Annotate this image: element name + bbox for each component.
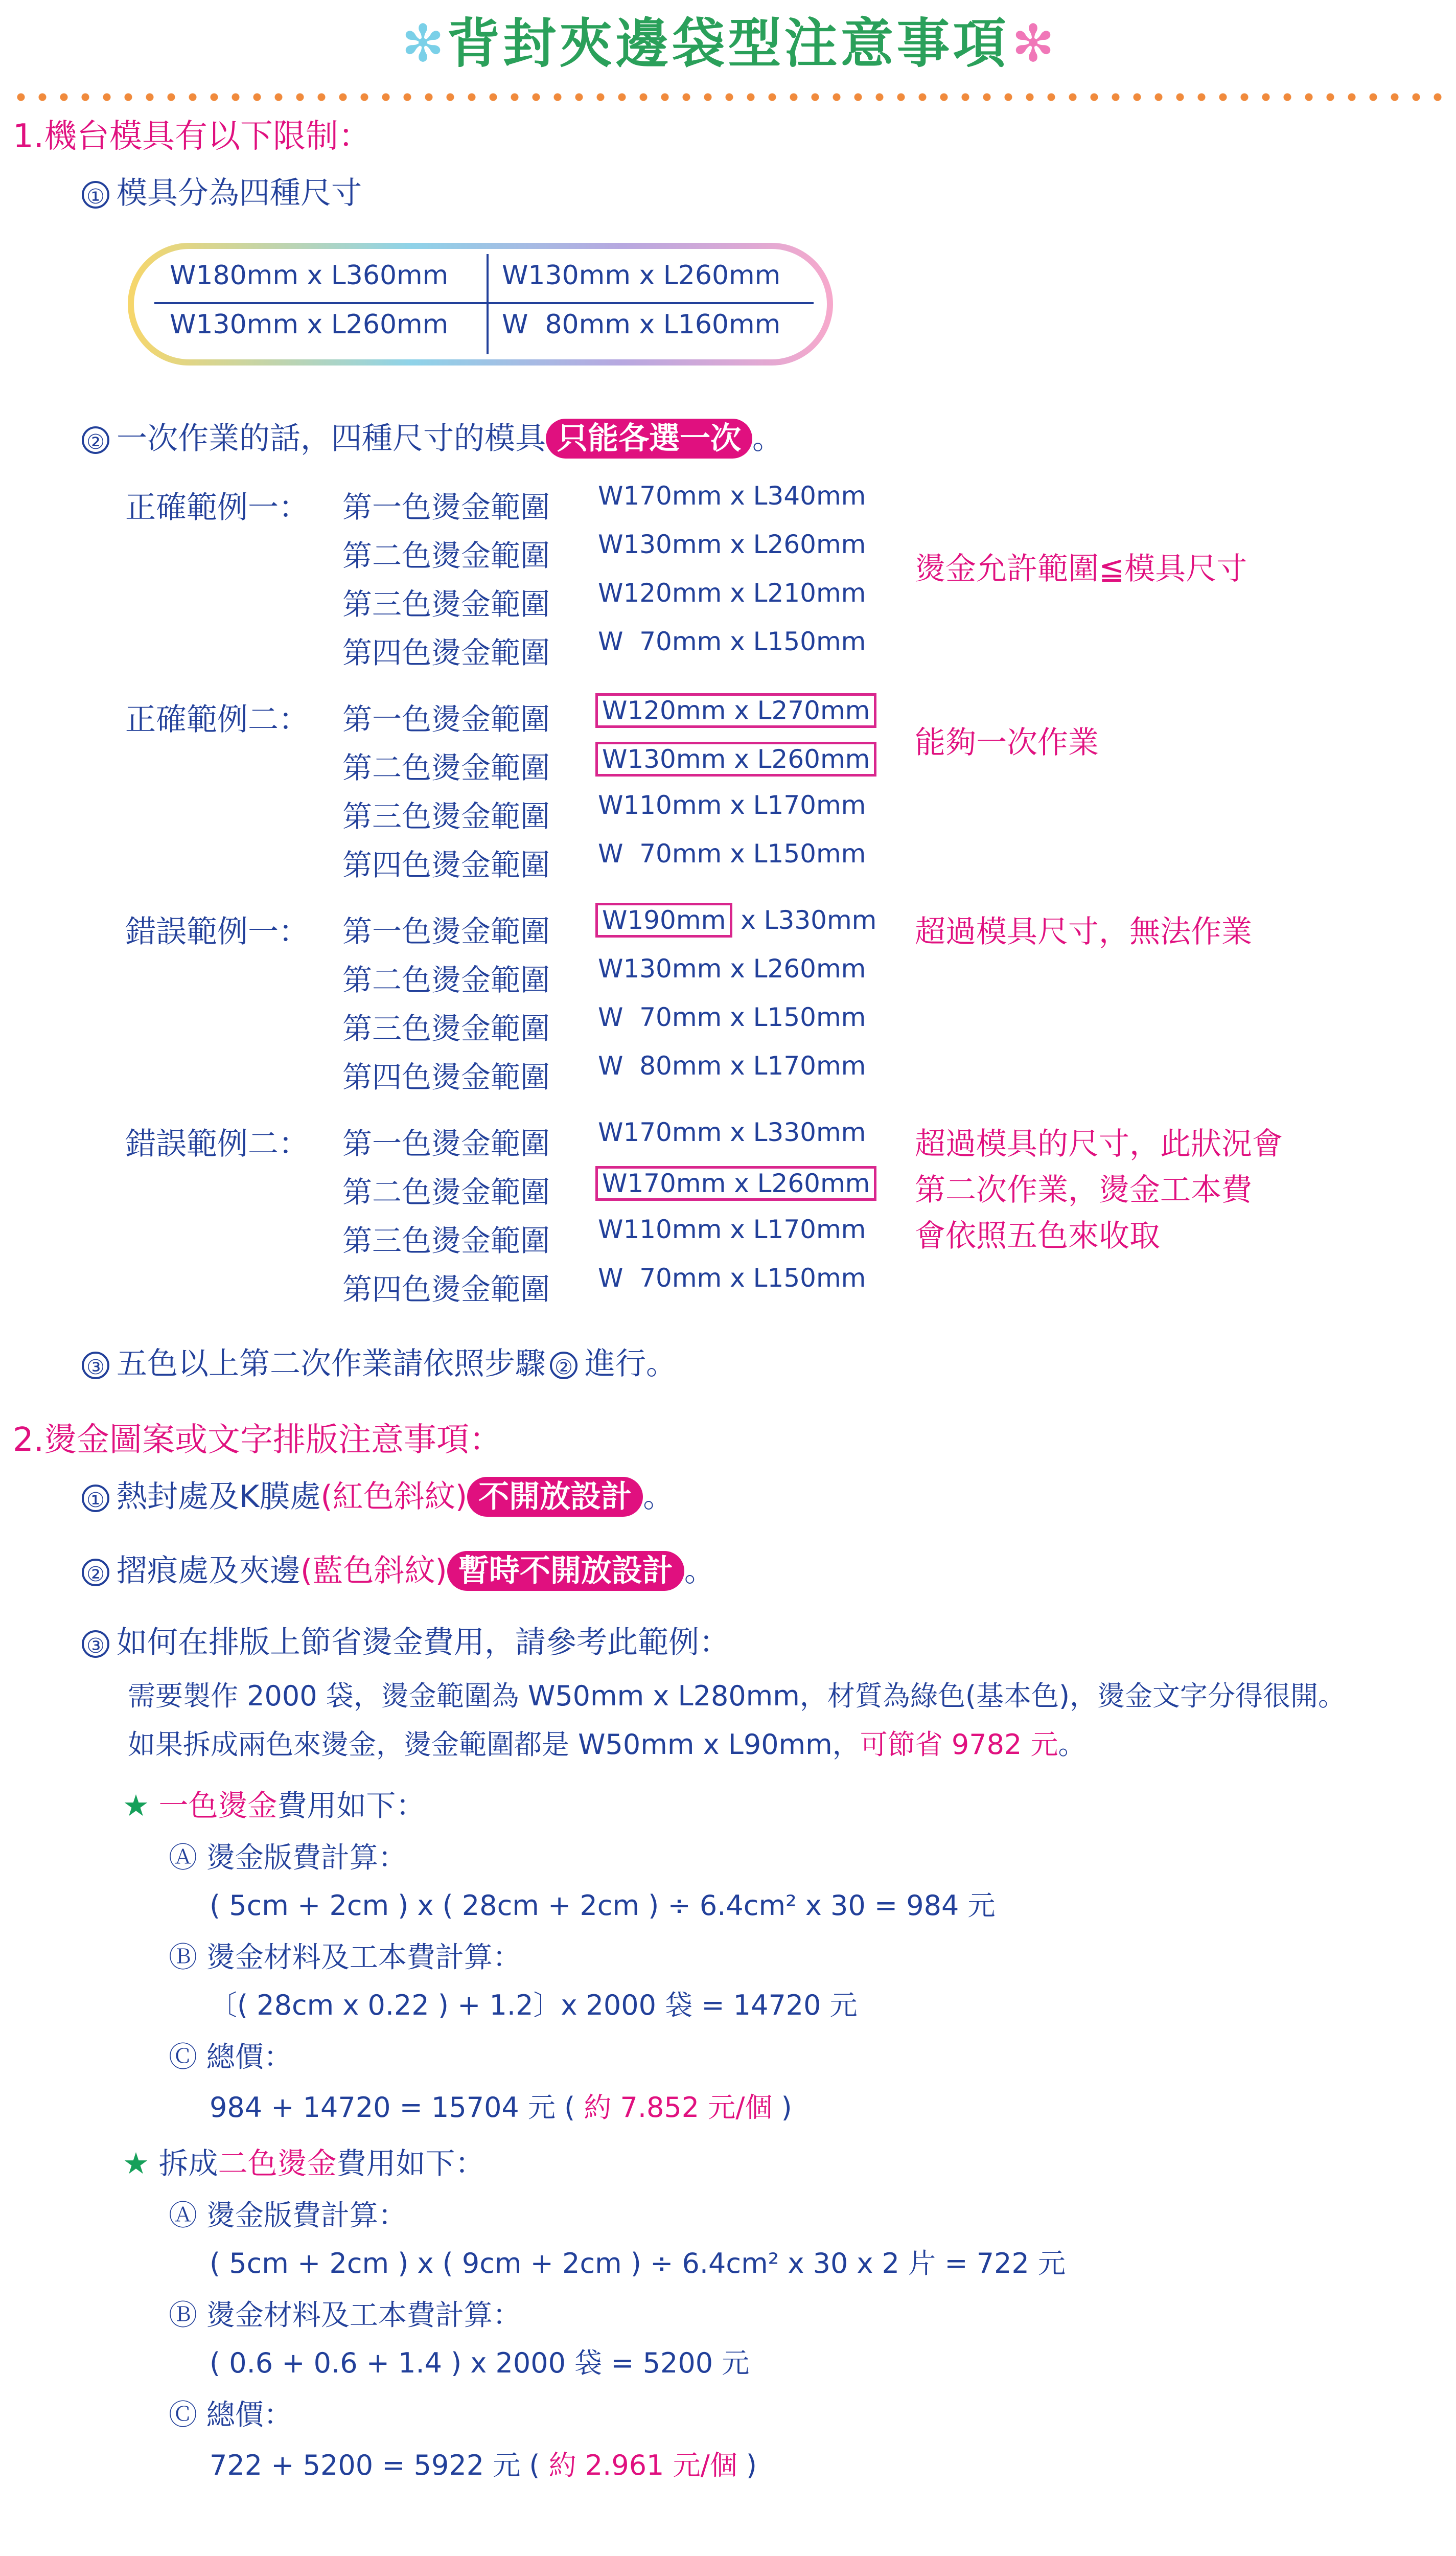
heading-part: 一色: [158, 1788, 218, 1823]
calc-label: 總價：: [206, 2399, 292, 2432]
two-b-calc: ( 0.6 + 0.6 + 1.4 ) x 2000 袋 = 5200 元: [210, 2347, 750, 2379]
foil-length: x L260mm: [734, 744, 870, 774]
one-a-label: [169, 1835, 407, 1876]
foil-color-label: 第四色燙金範圍: [342, 848, 550, 882]
item-end: 。: [643, 1479, 674, 1515]
foil-length: x L170mm: [730, 1051, 866, 1081]
one-c-label: [169, 2035, 292, 2075]
foil-width: W130mm: [602, 744, 726, 774]
item-text: 熱封處及K膜處: [117, 1479, 321, 1515]
item-text: 五色以上第二次作業請依照步驟: [117, 1346, 546, 1382]
calc-label: 燙金材料及工本費計算：: [206, 1941, 521, 1974]
item-paren: (藍色斜紋): [301, 1553, 447, 1589]
unit-price: 約 7.852 元/個: [575, 2091, 773, 2124]
foil-color-label: 第二色燙金範圍: [342, 750, 550, 785]
foil-color-label: 第三色燙金範圍: [342, 799, 550, 834]
foil-width: W170mm: [602, 1169, 726, 1198]
foil-width: W110mm: [598, 790, 722, 820]
foil-size: [598, 1002, 866, 1032]
foil-length: x L170mm: [730, 790, 866, 820]
calc-label: 總價：: [206, 2041, 292, 2074]
foil-size: [598, 1117, 866, 1147]
foil-length: x L150mm: [730, 1002, 866, 1032]
section2-heading: [13, 1413, 502, 1460]
item-text: 一次作業的話，四種尺寸的模具: [117, 421, 546, 457]
two-a-calc: ( 5cm + 2cm ) x ( 9cm + 2cm ) ÷ 6.4cm² x 30 x 2 片 = 722 元: [210, 2247, 1066, 2279]
page-title: [0, 0, 1456, 92]
unit-price: 約 2.961 元/個: [540, 2449, 737, 2481]
title-text: 背封夾邊袋型注意事項: [447, 12, 1009, 75]
emphasis-badge: 暫時不開放設計: [447, 1551, 684, 1591]
one-b-calc: 〔( 28cm x 0.22 ) + 1.2〕x 2000 袋 = 14720 元: [210, 1989, 858, 2021]
example-note: 超過模具尺寸，無法作業: [915, 914, 1252, 950]
letter-a-icon: Ⓐ: [169, 1841, 197, 1875]
foil-length: x L170mm: [730, 1215, 866, 1244]
savings-text: 可節省 9782 元: [860, 1728, 1058, 1761]
circle-number: ③: [82, 1630, 109, 1658]
example-label: 正確範例一：: [125, 490, 309, 526]
example-paragraph-1: 需要製作 2000 袋，燙金範圍為 W50mm x L280mm，材質為綠色(基本色)，燙金文字分得很開。: [128, 1680, 1346, 1712]
foil-length: x L260mm: [730, 954, 866, 984]
foil-length: x L270mm: [734, 696, 870, 725]
example-note: 燙金允許範圍≦模具尺寸: [915, 551, 1247, 587]
table-divider-v: [487, 254, 489, 354]
foil-length: x L340mm: [730, 481, 866, 511]
star-icon: ★: [123, 1788, 149, 1823]
foil-length: x L260mm: [730, 530, 866, 559]
foil-color-label: 第三色燙金範圍: [342, 587, 550, 622]
foil-size: [595, 742, 876, 777]
total-text: 984 + 14720 = 15704 元 (: [210, 2091, 575, 2124]
item-end: 。: [684, 1553, 715, 1589]
letter-c-icon: Ⓒ: [169, 2041, 197, 2074]
flower-icon: ✻: [401, 13, 445, 74]
foil-color-label: 第三色燙金範圍: [342, 1011, 550, 1046]
two-c-label: [169, 2392, 292, 2433]
foil-length: x L150mm: [730, 1263, 866, 1293]
total-text: 722 + 5200 = 5922 元 (: [210, 2449, 540, 2481]
foil-width: W 70mm: [598, 1263, 722, 1293]
foil-width: W170mm: [598, 481, 722, 511]
foil-size: [595, 905, 876, 935]
para-text: 如果拆成兩色來燙金，燙金範圍都是 W50mm x L90mm，: [128, 1728, 860, 1761]
section1-heading-text: 1.機台模具有以下限制：: [13, 118, 372, 155]
item1-3: [82, 1339, 677, 1383]
circle-number: ①: [82, 181, 109, 209]
item2-1: [82, 1472, 674, 1516]
item-text: 如何在排版上節省燙金費用，請參考此範例：: [117, 1625, 730, 1660]
one-c-calc: [210, 2086, 792, 2125]
example-label: 錯誤範例一：: [125, 914, 309, 950]
heading-part: 燙金: [218, 1788, 278, 1823]
foil-length: x L150mm: [730, 627, 866, 656]
foil-width: W 80mm: [598, 1051, 722, 1081]
example-note: 超過模具的尺寸，此狀況會: [915, 1126, 1283, 1162]
size-cell: W 80mm x L160mm: [502, 309, 781, 340]
item-label: 模具分為四種尺寸: [117, 175, 362, 211]
heading-part: 拆成: [158, 2146, 218, 2181]
foil-color-label: 第二色燙金範圍: [342, 963, 550, 997]
foil-length: x L330mm: [730, 1117, 866, 1147]
foil-size: [598, 1263, 866, 1293]
mold-size-table: [128, 243, 833, 366]
foil-color-label: 第四色燙金範圍: [342, 635, 550, 670]
circle-number: ①: [82, 1485, 109, 1512]
emphasis-badge: 不開放設計: [467, 1477, 643, 1517]
circle-number: ②: [82, 1559, 109, 1586]
one-b-label: [169, 1935, 521, 1976]
foil-width: W130mm: [598, 954, 722, 984]
heading-part: 二色燙金: [218, 2146, 337, 2181]
dotted-divider: [10, 92, 1446, 102]
foil-size: [598, 1215, 866, 1244]
emphasis-badge: 只能各選一次: [546, 419, 752, 459]
flower-icon: ✻: [1011, 13, 1055, 74]
foil-width: W130mm: [598, 530, 722, 559]
item2-3: [82, 1618, 730, 1662]
foil-length: x L260mm: [734, 1169, 870, 1198]
foil-width: W120mm: [602, 696, 726, 725]
foil-size: [598, 627, 866, 656]
calc-label: 燙金版費計算：: [206, 1841, 407, 1875]
table-divider-h: [154, 302, 814, 304]
foil-size: [598, 578, 866, 608]
foil-width: W 70mm: [598, 627, 722, 656]
letter-c-icon: Ⓒ: [169, 2399, 197, 2432]
foil-color-label: 第一色燙金範圍: [342, 702, 550, 737]
foil-color-label: 第二色燙金範圍: [342, 1175, 550, 1209]
example-note: 會依照五色來收取: [915, 1218, 1160, 1254]
size-cell: W130mm x L260mm: [170, 309, 449, 340]
foil-color-label: 第四色燙金範圍: [342, 1060, 550, 1094]
one-color-heading: [123, 1782, 425, 1824]
section2-heading-text: 2.燙金圖案或文字排版注意事項：: [13, 1421, 502, 1459]
foil-color-label: 第一色燙金範圍: [342, 490, 550, 524]
two-b-label: [169, 2293, 521, 2334]
size-cell: W130mm x L260mm: [502, 260, 781, 291]
item2-2: [82, 1546, 715, 1590]
foil-size: [598, 481, 866, 511]
item-paren: (紅色斜紋): [320, 1479, 468, 1515]
foil-size: [595, 693, 876, 728]
one-a-calc: ( 5cm + 2cm ) x ( 28cm + 2cm ) ÷ 6.4cm² x 30 = 984 元: [210, 1889, 996, 1922]
item-text: 摺痕處及夾邊: [117, 1553, 301, 1589]
heading-part: 費用如下：: [336, 2146, 485, 2181]
foil-length: x L210mm: [730, 578, 866, 608]
item-text: 進行。: [585, 1346, 677, 1382]
foil-width: W 70mm: [598, 1002, 722, 1032]
foil-width: W 70mm: [598, 839, 722, 869]
item1-2: [82, 414, 783, 458]
foil-size: [598, 839, 866, 869]
two-color-heading: [123, 2139, 484, 2182]
example-label: 正確範例二：: [125, 702, 309, 738]
calc-label: 燙金材料及工本費計算：: [206, 2299, 521, 2332]
foil-color-label: 第四色燙金範圍: [342, 1272, 550, 1307]
total-end: ): [772, 2091, 792, 2124]
circle-number: ②: [82, 426, 109, 454]
para-text: 。: [1058, 1728, 1086, 1761]
foil-length: x L330mm: [741, 905, 877, 935]
item-end: 。: [752, 421, 783, 457]
foil-size: [598, 530, 866, 559]
foil-size: [598, 790, 866, 820]
total-end: ): [737, 2449, 757, 2481]
foil-size: [598, 954, 866, 984]
letter-a-icon: Ⓐ: [169, 2199, 197, 2232]
foil-width: W170mm: [598, 1117, 722, 1147]
foil-color-label: 第一色燙金範圍: [342, 914, 550, 949]
item1-1: [82, 169, 362, 213]
star-icon: ★: [123, 2146, 149, 2181]
two-a-label: [169, 2193, 407, 2234]
letter-b-icon: Ⓑ: [169, 2299, 197, 2332]
foil-width: W190mm: [595, 903, 732, 938]
heading-part: 費用如下：: [277, 1788, 426, 1823]
foil-width: W120mm: [598, 578, 722, 608]
example-label: 錯誤範例二：: [125, 1126, 309, 1162]
letter-b-icon: Ⓑ: [169, 1941, 197, 1974]
foil-color-label: 第二色燙金範圍: [342, 538, 550, 573]
example-note: 能夠一次作業: [915, 725, 1099, 761]
foil-color-label: 第三色燙金範圍: [342, 1223, 550, 1258]
foil-width: W110mm: [598, 1215, 722, 1244]
foil-size: [598, 1051, 866, 1081]
foil-color-label: 第一色燙金範圍: [342, 1126, 550, 1161]
two-c-calc: [210, 2444, 757, 2483]
foil-length: x L150mm: [730, 839, 866, 869]
example-paragraph-2: [128, 1723, 1086, 1762]
circle-number: ③: [82, 1352, 109, 1379]
section1-heading: [13, 110, 371, 157]
circle-number: ②: [550, 1352, 577, 1379]
size-cell: W180mm x L360mm: [170, 260, 449, 291]
foil-size: [595, 1166, 876, 1201]
example-note: 第二次作業，燙金工本費: [915, 1172, 1252, 1208]
calc-label: 燙金版費計算：: [206, 2199, 407, 2232]
